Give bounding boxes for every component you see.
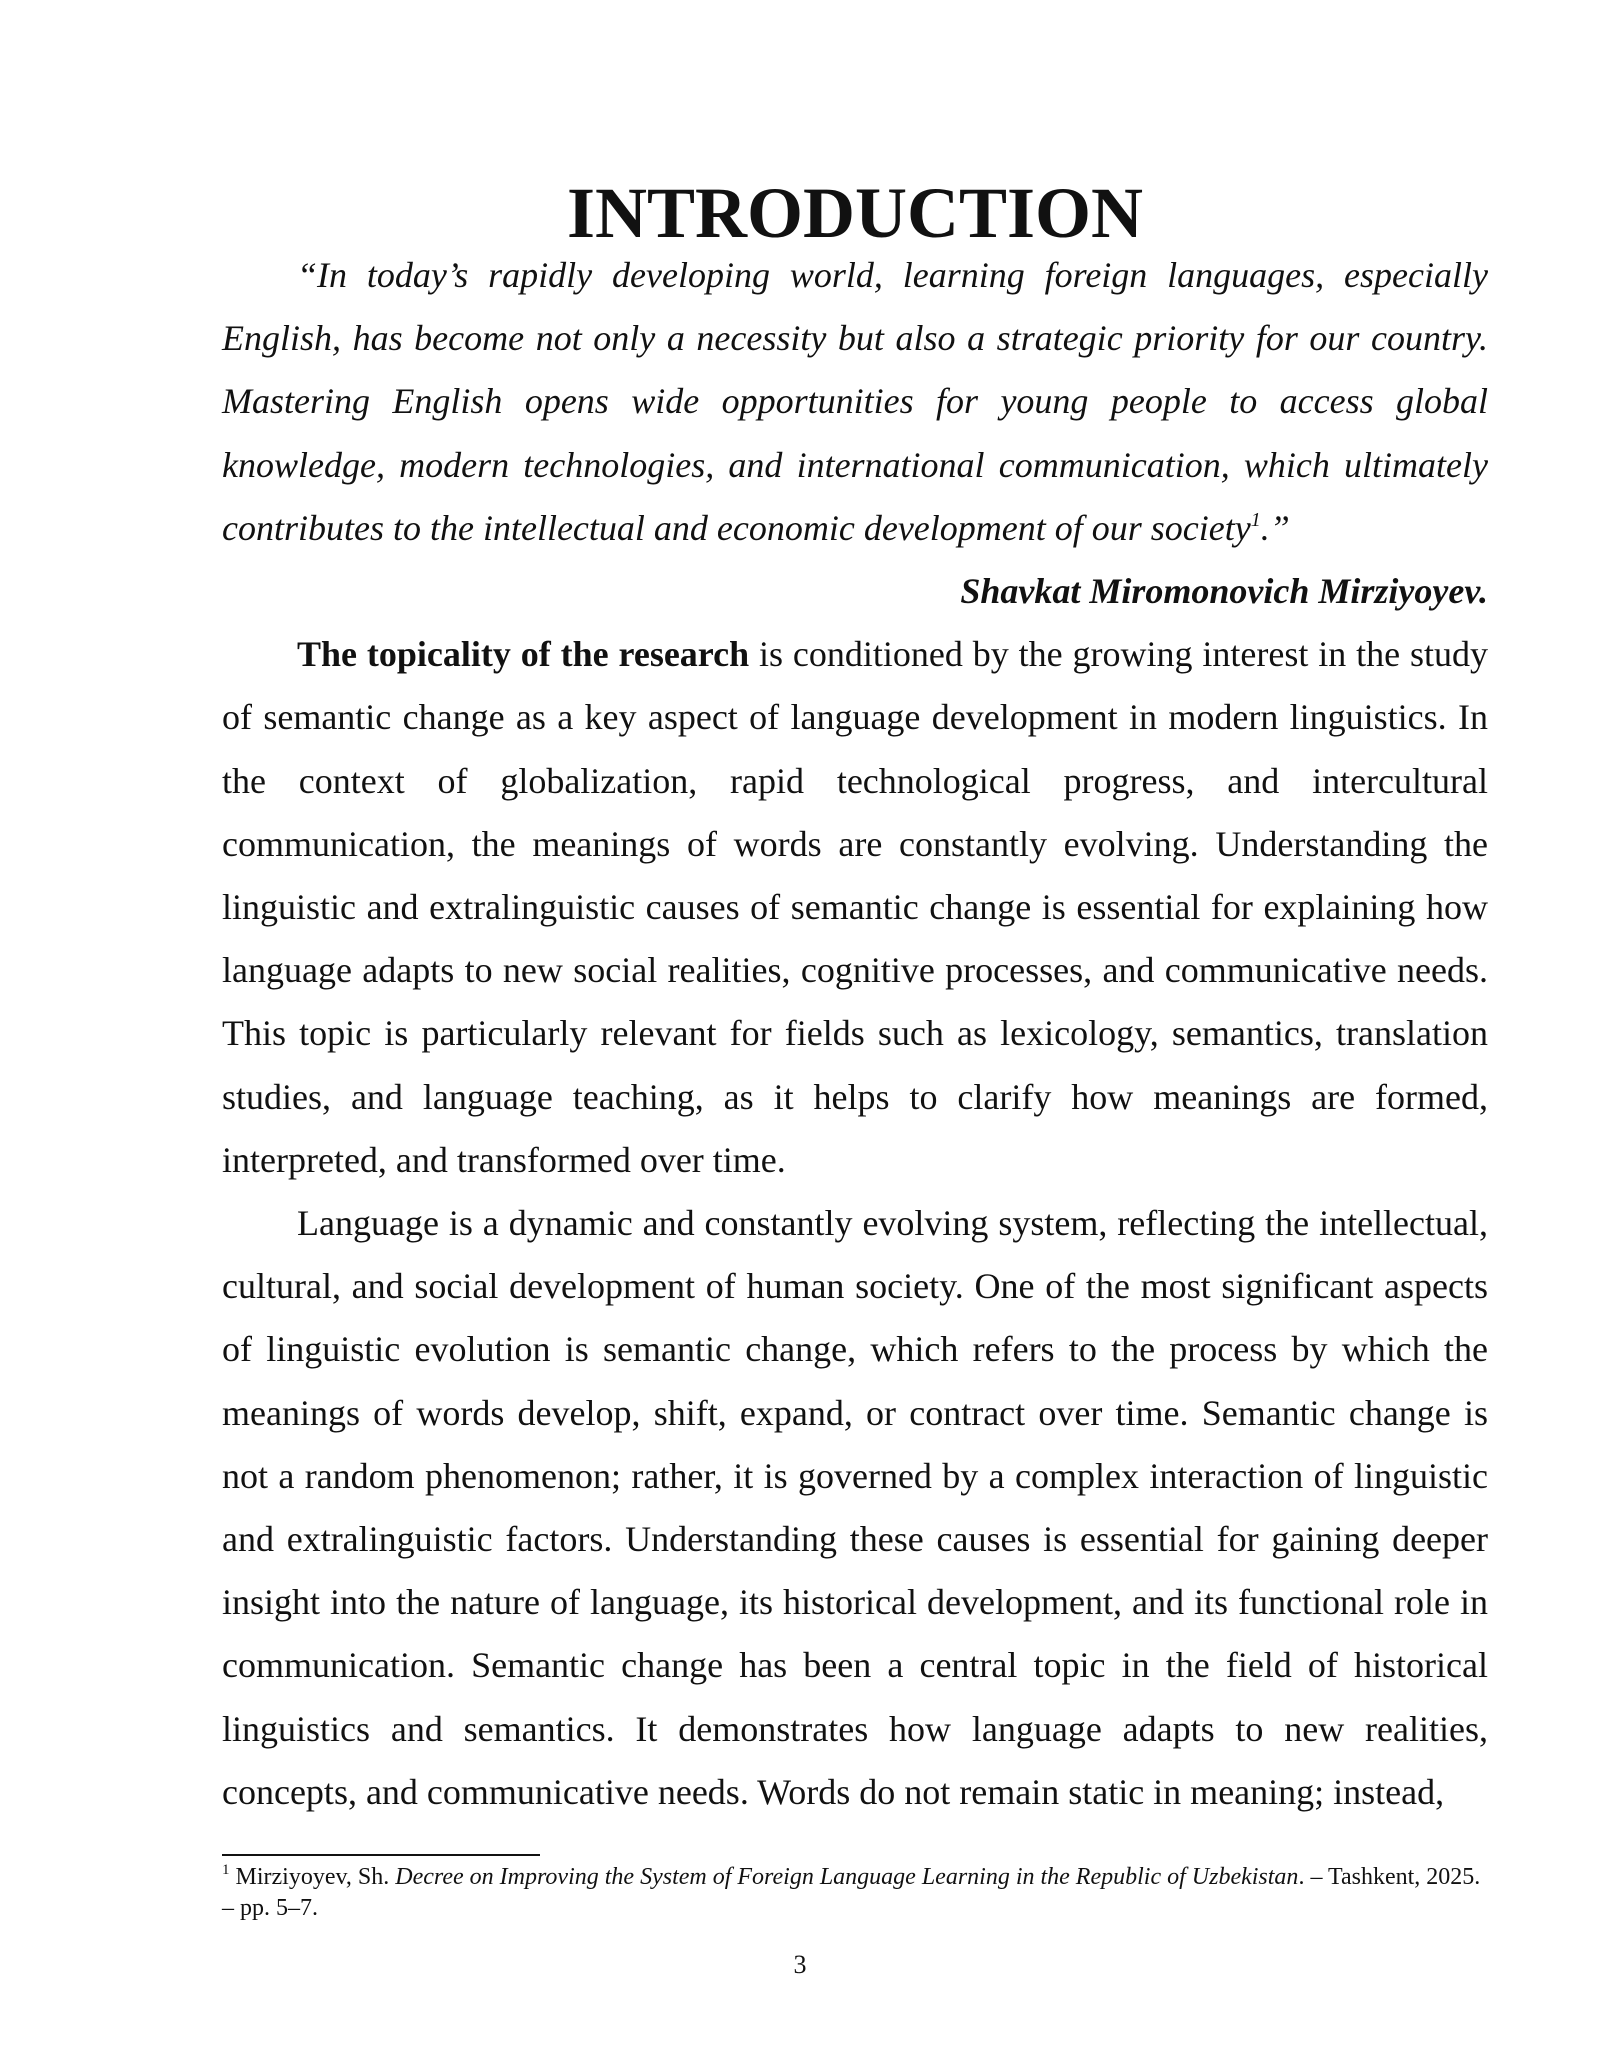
page-title: INTRODUCTION xyxy=(566,173,1144,253)
footnote xyxy=(222,1862,1488,1924)
epigraph-open-mark: “ xyxy=(297,255,318,295)
topicality-text: is conditioned by the growing interest in the study of semantic change as a key aspect of language development in modern linguistics. In the context of globalization, rapid technological progress, and intercultural communication, the meanings of words are constantly evolving. Understanding the linguistic and extralinguistic causes of semantic change is essential for explaining how language adapts to new social realities, cognitive processes, and communicative needs. This topic is particularly relevant for fields such as lexicology, semantics, translation studies, and language teaching, as it helps to clarify how meanings are formed, interpreted, and transformed over time. xyxy=(222,634,1489,1180)
footnote-details: . – Tashkent, 2025. – pp. 5–7. xyxy=(222,1864,1481,1921)
epigraph-text: In today’s rapidly developing world, learning foreign languages, especially English, has become not only a necessity but also a strategic priority for our country. Mastering English opens wide opportunities for young people to access global knowledge, modern technologies, and international communication, which ultimately contributes to the intellectual and economic development of our society xyxy=(222,255,1488,548)
epigraph-quote xyxy=(222,244,1488,560)
paragraph-topicality xyxy=(222,623,1488,1192)
footnote-number: 1 xyxy=(222,1862,230,1878)
main-text xyxy=(222,173,1489,1824)
paragraph-language: Language is a dynamic and constantly evolving system, reflecting the intellectual, cultural, and social development of human society. One of the most significant aspects of linguistic evolution is semantic change, which refers to the process by which the meanings of words develop, shift, expand, or contract over time. Semantic change is not a random phenomenon; rather, it is governed by a complex interaction of linguistic and extralinguistic factors. Understanding these causes is essential for gaining deeper insight into the nature of language, its historical development, and its functional role in communication. Semantic change has been a central topic in the field of historical linguistics and semantics. It demonstrates how language adapts to new realities, concepts, and communicative needs. Words do not remain static in meaning; instead, xyxy=(222,1203,1488,1812)
epigraph-author: Shavkat Miromonovich Mirziyoyev. xyxy=(960,571,1488,612)
footnote-separator xyxy=(222,1854,540,1856)
topicality-lead: The topicality of the research xyxy=(297,634,750,675)
footnote-title: Decree on Improving the System of Foreign Language Learning in the Republic of Uzbekistan xyxy=(395,1864,1299,1890)
page-number: 3 xyxy=(793,1950,807,1979)
footnote-reference[interactable]: 1 xyxy=(1250,508,1261,531)
footnote-author: Mirziyoyev, Sh. xyxy=(235,1864,396,1890)
epigraph-close-mark: .” xyxy=(1260,507,1290,548)
